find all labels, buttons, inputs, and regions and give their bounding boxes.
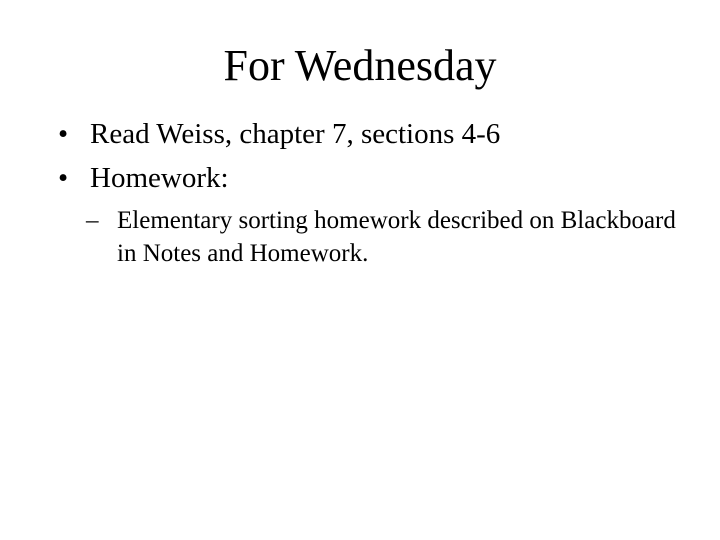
sub-bullet-item — [86, 204, 676, 270]
bullet-text: Read Weiss, chapter 7, sections 4-6 — [90, 118, 501, 150]
dash-icon: – — [86, 207, 99, 234]
bullet-item — [56, 114, 676, 154]
slide-title: For Wednesday — [223, 41, 497, 90]
bullet-icon: • — [58, 162, 69, 194]
bullet-icon: • — [58, 118, 69, 150]
sub-bullet-text: Elementary sorting homework described on Blackboard in Notes and Homework. — [117, 207, 676, 267]
bullet-list — [56, 114, 676, 274]
bullet-item — [56, 158, 676, 270]
sub-bullet-list — [86, 204, 676, 270]
bullet-text: Homework: — [90, 162, 229, 194]
